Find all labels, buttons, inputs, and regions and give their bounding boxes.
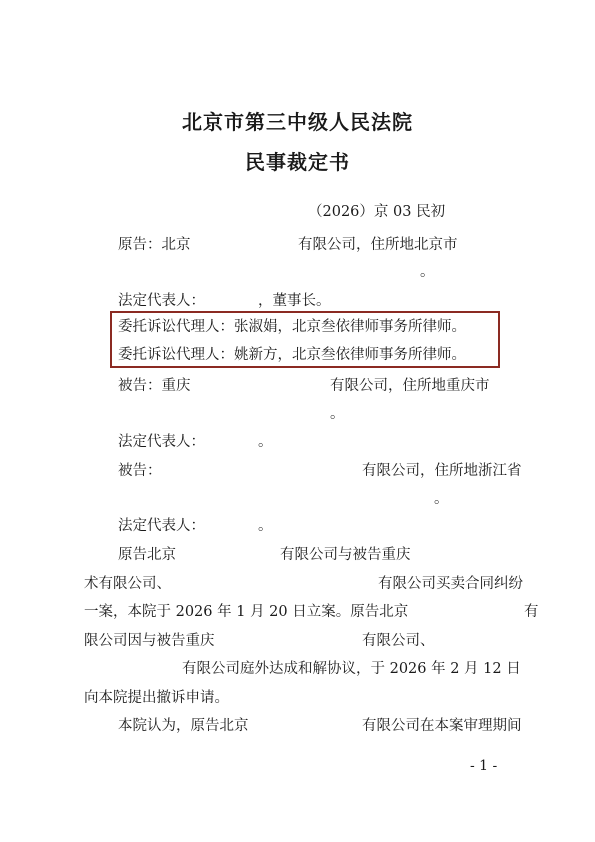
body-p1-l2b: 有限公司买卖合同纠纷 [378,576,523,592]
body-p1-l5: 有限公司庭外达成和解协议，于 2026 年 2 月 12 日 [182,661,521,677]
body-p2-l1a: 本院认为，原告北京 [118,718,249,734]
agent-label: 委托诉讼代理人： [118,319,234,335]
plaintiff-rep-title: ，董事长。 [258,293,331,309]
defendant1-name-end: 有限公司，住所地重庆市 [330,378,490,394]
plaintiff-line [118,235,191,255]
agent-label: 委托诉讼代理人： [118,347,234,363]
court-name: 北京市第三中级人民法院 [182,110,413,134]
defendant2-label: 被告： [118,463,162,479]
agent-text: 张淑娟，北京叁依律师事务所律师。 [234,319,466,335]
defendant1-address-end: 。 [330,406,345,422]
plaintiff-name-start: 北京 [161,237,191,253]
body-p1-l3a: 一案，本院于 2026 年 1 月 20 日立案。原告北京 [84,604,409,620]
defendant2-address-end: 。 [434,491,449,507]
defendant2-rep-end: 。 [258,518,273,534]
defendant1-rep-label: 法定代表人： [118,434,205,450]
body-p2-l1b: 有限公司在本案审理期间 [362,718,522,734]
body-p1-l1b: 有限公司与被告重庆 [280,547,411,563]
body-p1-l6: 向本院提出撤诉申请。 [84,690,229,706]
defendant1-rep-end: 。 [258,434,273,450]
page-number: - 1 - [470,758,498,774]
plaintiff-label: 原告： [118,237,162,253]
body-p1-l1a: 原告北京 [118,547,176,563]
plaintiff-address-end: 。 [420,264,435,280]
document-type: 民事裁定书 [245,150,350,174]
defendant1-label: 被告： [118,378,162,394]
defendant2-name-end: 有限公司，住所地浙江省 [362,463,522,479]
defendant1-line [118,376,191,396]
defendant1-name-start: 重庆 [161,378,191,394]
agent-line-2 [118,345,466,365]
agent-line-1 [118,317,466,337]
body-p1-l3b: 有 [524,604,539,620]
plaintiff-name-end: 有限公司，住所地北京市 [298,237,458,253]
agent-text: 姚新方，北京叁依律师事务所律师。 [234,347,466,363]
body-p1-l4a: 限公司因与被告重庆 [84,633,215,649]
body-p1-l4b: 有限公司、 [362,633,435,649]
case-number: （2026）京 03 民初 [308,204,446,220]
body-p1-l2a: 术有限公司、 [84,576,171,592]
plaintiff-rep-label: 法定代表人： [118,293,205,309]
defendant2-rep-label: 法定代表人： [118,518,205,534]
